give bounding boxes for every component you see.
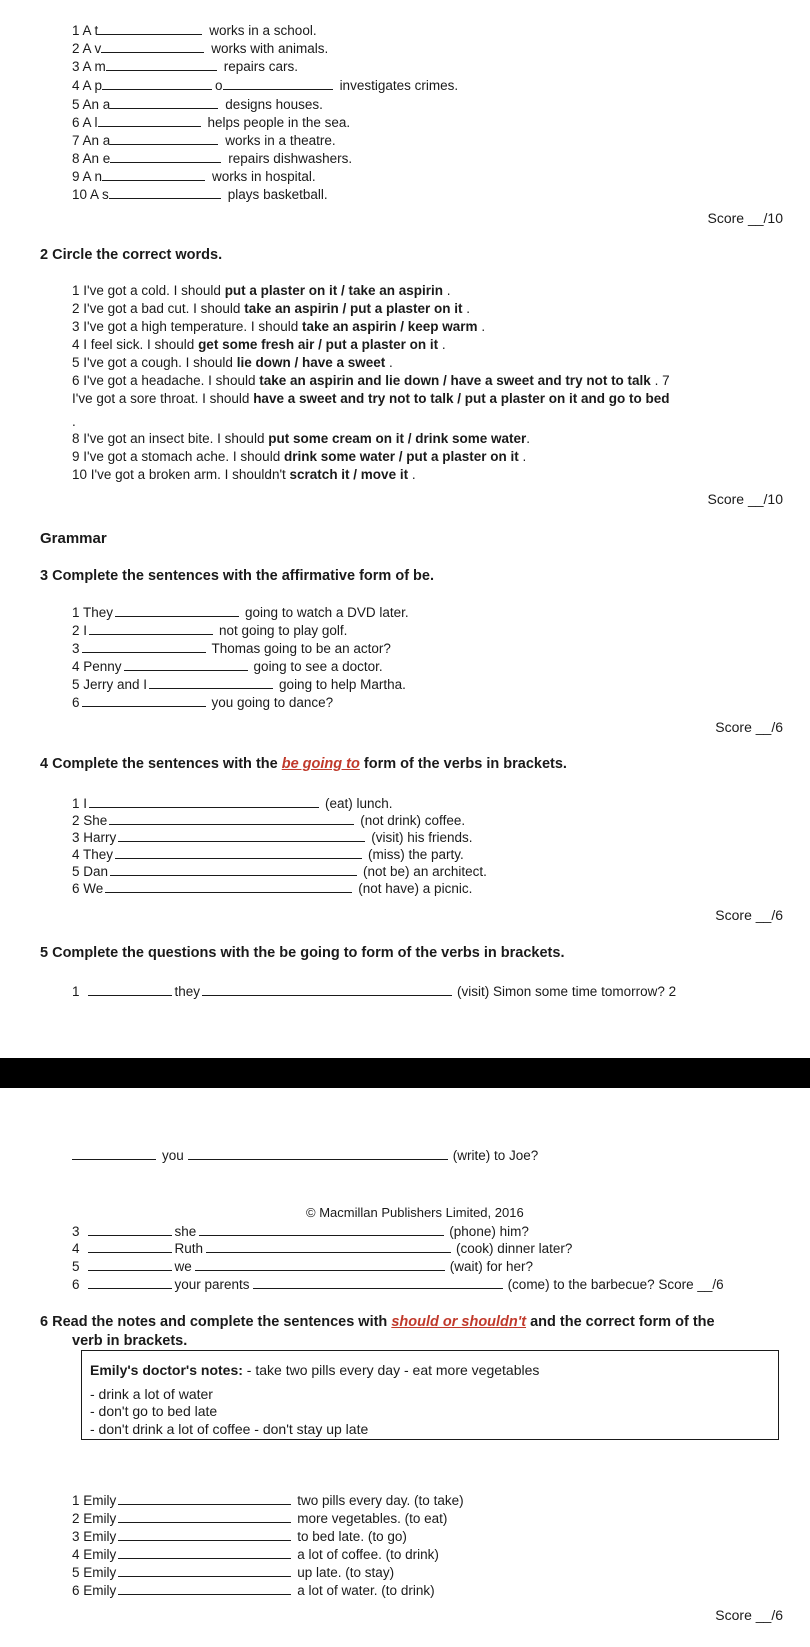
answer-blank (110, 150, 221, 163)
going-to-sentence-prefix: 4 They (72, 847, 114, 862)
answer-options: take an aspirin / put a plaster on it (244, 301, 463, 316)
be-sentence-suffix: going to help Martha. (279, 677, 406, 692)
emily-sentence-suffix: more vegetables. (to eat) (297, 1511, 448, 1526)
sentence-stem: 8 I've got an insect bite. I should (72, 431, 269, 446)
answer-options: have a sweet and try not to talk / put a plaster on it and go to bed (253, 391, 670, 406)
sentence-end: . (518, 449, 527, 464)
answer-blank (72, 1147, 156, 1160)
question-rest: (write) to Joe? (452, 1148, 539, 1163)
answer-blank (109, 186, 221, 199)
copyright: © Macmillan Publishers Limited, 2016 (306, 1205, 524, 1220)
answer-options: put some cream on it / drink some water (268, 431, 527, 446)
section-3-title: 3 Complete the sentences with the affirmative form of be. (40, 568, 434, 584)
job-item-suffix: works in hospital. (212, 169, 316, 184)
section-2-score: Score __/10 (707, 491, 783, 507)
section-1-score: Score __/10 (707, 210, 783, 226)
question-number: 6 (72, 1277, 80, 1292)
answer-options: lie down / have a sweet (236, 355, 386, 370)
question-row (72, 983, 676, 999)
emily-sentence (72, 1546, 439, 1562)
section-4-score: Score __/6 (715, 907, 783, 923)
sentence-stem: 6 I've got a headache. I should (72, 373, 260, 388)
emily-sentence-suffix: to bed late. (to go) (297, 1529, 407, 1544)
job-item (72, 186, 328, 202)
job-item-suffix: designs houses. (225, 97, 323, 112)
question-subject: we (174, 1259, 192, 1274)
be-sentence-suffix: going to watch a DVD later. (245, 605, 409, 620)
question-row (72, 1223, 529, 1239)
job-item (72, 58, 298, 74)
answer-blank (101, 40, 204, 53)
circle-sentence (72, 392, 670, 406)
question-rest: (cook) dinner later? (456, 1241, 573, 1256)
answer-blank (118, 1582, 291, 1595)
job-item-prefix: 10 A s (72, 187, 109, 202)
job-item (72, 114, 350, 130)
going-to-sentence (72, 846, 464, 862)
emily-sentence-prefix: 1 Emily (72, 1493, 117, 1508)
note-line: - don't go to bed late (90, 1403, 218, 1419)
job-item-suffix: works in a school. (209, 23, 317, 38)
job-item (72, 96, 323, 112)
emily-sentence-prefix: 3 Emily (72, 1529, 117, 1544)
be-sentence (72, 640, 391, 656)
question-row (72, 1276, 724, 1292)
emily-sentence-suffix: two pills every day. (to take) (297, 1493, 464, 1508)
answer-blank (105, 880, 352, 893)
be-sentence-suffix: going to see a doctor. (253, 659, 383, 674)
answer-blank (188, 1147, 448, 1160)
sentence-stem: 5 I've got a cough. I should (72, 355, 237, 370)
question-rest: (come) to the barbecue? Score __/6 (507, 1277, 724, 1292)
job-item-suffix: helps people in the sea. (207, 115, 351, 130)
circle-sentence (72, 338, 446, 352)
job-item (72, 77, 458, 93)
job-item (72, 22, 317, 38)
answer-blank (98, 114, 201, 127)
going-to-sentence (72, 880, 472, 896)
section-6-title: 6 Read the notes and complete the sentences with should or shouldn't and the correct form of the (40, 1314, 715, 1330)
emily-sentence-prefix: 4 Emily (72, 1547, 117, 1562)
be-sentence (72, 604, 409, 620)
sentence-end: . (443, 283, 451, 298)
question-rest: (wait) for her? (449, 1259, 534, 1274)
answer-blank (102, 77, 212, 90)
be-sentence-prefix: 1 They (72, 605, 114, 620)
section-6-score: Score __/6 (715, 1607, 783, 1623)
section-3-score: Score __/6 (715, 719, 783, 735)
be-sentence (72, 622, 347, 638)
job-item-prefix: 6 A l (72, 115, 98, 130)
circle-sentence (72, 284, 451, 298)
answer-blank (88, 983, 172, 996)
sentence-end: . (385, 355, 393, 370)
circle-sentence (72, 450, 526, 464)
sentence-end: . (526, 431, 531, 446)
question-rest: (visit) Simon some time tomorrow? 2 (457, 984, 677, 999)
emily-sentence (72, 1582, 435, 1598)
answer-blank (115, 604, 239, 617)
job-item-prefix: 5 An a (72, 97, 111, 112)
circle-sentence (72, 320, 485, 334)
grammar-heading: Grammar (40, 530, 107, 547)
answer-blank (118, 829, 365, 842)
going-to-sentence-prefix: 6 We (72, 881, 104, 896)
job-item (72, 132, 336, 148)
be-sentence-suffix: Thomas going to be an actor? (211, 641, 391, 656)
answer-blank (98, 22, 202, 35)
answer-options: take an aspirin / keep warm (301, 319, 478, 334)
job-item-prefix: 3 A m (72, 59, 106, 74)
question-subject: Ruth (174, 1241, 204, 1256)
circle-sentence (72, 302, 470, 316)
going-to-sentence-prefix: 1 I (72, 796, 88, 811)
be-sentence-prefix: 4 Penny (72, 659, 122, 674)
job-item-prefix: 8 An e (72, 151, 111, 166)
note-line: - don't drink a lot of coffee - don't stay up late (90, 1421, 369, 1437)
be-sentence-prefix: 3 (72, 641, 80, 656)
be-sentence-suffix: not going to play golf. (219, 623, 348, 638)
emily-sentence (72, 1492, 464, 1508)
page-break-bar (0, 1058, 810, 1088)
going-to-sentence (72, 795, 393, 811)
going-to-sentence (72, 812, 465, 828)
question-row (72, 1258, 533, 1274)
answer-options: put a plaster on it / take an aspirin (224, 283, 443, 298)
going-to-sentence-prefix: 2 She (72, 813, 108, 828)
emily-sentence-suffix: a lot of coffee. (to drink) (297, 1547, 439, 1562)
sentence-stem: 2 I've got a bad cut. I should (72, 301, 245, 316)
answer-blank (223, 77, 333, 90)
job-item (72, 150, 352, 166)
sentence-stem: 4 I feel sick. I should (72, 337, 199, 352)
note-line: - drink a lot of water (90, 1386, 213, 1402)
sentence-end: . (438, 337, 446, 352)
circle-sentence (72, 356, 393, 370)
answer-blank (195, 1258, 445, 1271)
question-subject: they (174, 984, 201, 999)
answer-blank (88, 1258, 172, 1271)
going-to-sentence-suffix: (miss) the party. (368, 847, 464, 862)
sentence-stem: 1 I've got a cold. I should (72, 283, 225, 298)
answer-blank (110, 863, 357, 876)
section-4-title: 4 Complete the sentences with the be going to form of the verbs in brackets. (40, 756, 567, 772)
answer-blank (88, 1276, 172, 1289)
answer-options: get some fresh air / put a plaster on it (198, 337, 439, 352)
job-item-suffix: investigates crimes. (339, 78, 459, 93)
job-item-mid-letter: o (215, 78, 223, 93)
be-sentence-suffix: you going to dance? (211, 695, 334, 710)
be-sentence (72, 658, 383, 674)
job-item-suffix: works in a theatre. (225, 133, 336, 148)
section-2-title: 2 Circle the correct words. (40, 247, 223, 263)
answer-blank (82, 640, 206, 653)
question-number: 1 (72, 984, 80, 999)
sentence-stem: 9 I've got a stomach ache. I should (72, 449, 284, 464)
answer-blank (115, 846, 362, 859)
job-item-suffix: repairs cars. (223, 59, 299, 74)
be-sentence (72, 676, 406, 692)
question-number: 4 (72, 1241, 80, 1256)
question-subject: your parents (174, 1277, 250, 1292)
circle-sentence (72, 468, 416, 482)
circle-sentence (72, 432, 530, 446)
sentence-stem: 10 I've got a broken arm. I shouldn't (72, 467, 290, 482)
emily-sentence-prefix: 5 Emily (72, 1565, 117, 1580)
going-to-sentence-suffix: (visit) his friends. (371, 830, 473, 845)
emily-sentence-prefix: 2 Emily (72, 1511, 117, 1526)
answer-options: take an aspirin and lie down / have a sweet and try not to talk (259, 373, 651, 388)
circle-sentence (72, 374, 670, 388)
section-6-title-line-2: verb in brackets. (72, 1333, 188, 1349)
sentence-end: . (408, 467, 416, 482)
job-item-suffix: repairs dishwashers. (228, 151, 353, 166)
answer-blank (118, 1492, 291, 1505)
sentence-end: . (477, 319, 486, 334)
sentence-stem: 3 I've got a high temperature. I should (72, 319, 302, 334)
be-sentence (72, 694, 333, 710)
emily-sentence (72, 1510, 447, 1526)
question-subject: she (174, 1224, 197, 1239)
job-item-prefix: 4 A p (72, 78, 103, 93)
answer-blank (202, 983, 452, 996)
sentence-end: . (462, 301, 471, 316)
question-rest: (phone) him? (449, 1224, 529, 1239)
answer-blank (149, 676, 273, 689)
job-item-prefix: 1 A t (72, 23, 99, 38)
be-sentence-prefix: 2 I (72, 623, 88, 638)
emily-sentence-suffix: a lot of water. (to drink) (297, 1583, 435, 1598)
answer-blank (88, 1240, 172, 1253)
going-to-sentence-suffix: (eat) lunch. (325, 796, 393, 811)
going-to-sentence (72, 829, 473, 845)
emily-sentence-prefix: 6 Emily (72, 1583, 117, 1598)
answer-options: drink some water / put a plaster on it (283, 449, 519, 464)
answer-blank (88, 1223, 172, 1236)
section-5-title: 5 Complete the questions with the be going to form of the verbs in brackets. (40, 945, 565, 961)
emily-sentence-suffix: up late. (to stay) (297, 1565, 395, 1580)
sentence-stem: I've got a sore throat. I should (72, 391, 254, 406)
be-sentence-prefix: 6 (72, 695, 80, 710)
job-item (72, 168, 316, 184)
going-to-sentence (72, 863, 487, 879)
answer-options: scratch it / move it (289, 467, 409, 482)
answer-blank (110, 96, 218, 109)
job-item-prefix: 7 An a (72, 133, 111, 148)
answer-blank (102, 168, 205, 181)
answer-blank (206, 1240, 451, 1253)
answer-blank (89, 795, 319, 808)
answer-blank (82, 694, 206, 707)
question-subject: you (162, 1148, 184, 1163)
answer-blank (118, 1564, 291, 1577)
question-number: 5 (72, 1259, 80, 1274)
answer-blank (106, 58, 217, 71)
job-item-suffix: works with animals. (211, 41, 329, 56)
question-number: 3 (72, 1224, 80, 1239)
stray-dot: . (72, 414, 76, 429)
answer-blank (253, 1276, 503, 1289)
emily-sentence (72, 1564, 394, 1580)
notes-first-line: Emily's doctor's notes: - take two pills every day - eat more vegetables (90, 1362, 540, 1378)
going-to-sentence-suffix: (not have) a picnic. (358, 881, 473, 896)
answer-blank (118, 1528, 291, 1541)
question-row (72, 1147, 538, 1163)
answer-blank (124, 658, 248, 671)
question-row (72, 1240, 572, 1256)
answer-blank (110, 132, 218, 145)
answer-blank (199, 1223, 444, 1236)
sentence-end: . 7 (650, 373, 670, 388)
going-to-sentence-suffix: (not be) an architect. (363, 864, 487, 879)
answer-blank (89, 622, 213, 635)
answer-blank (109, 812, 354, 825)
be-sentence-prefix: 5 Jerry and I (72, 677, 148, 692)
job-item-prefix: 2 A v (72, 41, 102, 56)
answer-blank (118, 1510, 291, 1523)
job-item (72, 40, 328, 56)
emily-sentence (72, 1528, 407, 1544)
answer-blank (118, 1546, 291, 1559)
going-to-sentence-prefix: 3 Harry (72, 830, 117, 845)
job-item-suffix: plays basketball. (227, 187, 328, 202)
going-to-sentence-prefix: 5 Dan (72, 864, 109, 879)
job-item-prefix: 9 A n (72, 169, 103, 184)
going-to-sentence-suffix: (not drink) coffee. (360, 813, 466, 828)
